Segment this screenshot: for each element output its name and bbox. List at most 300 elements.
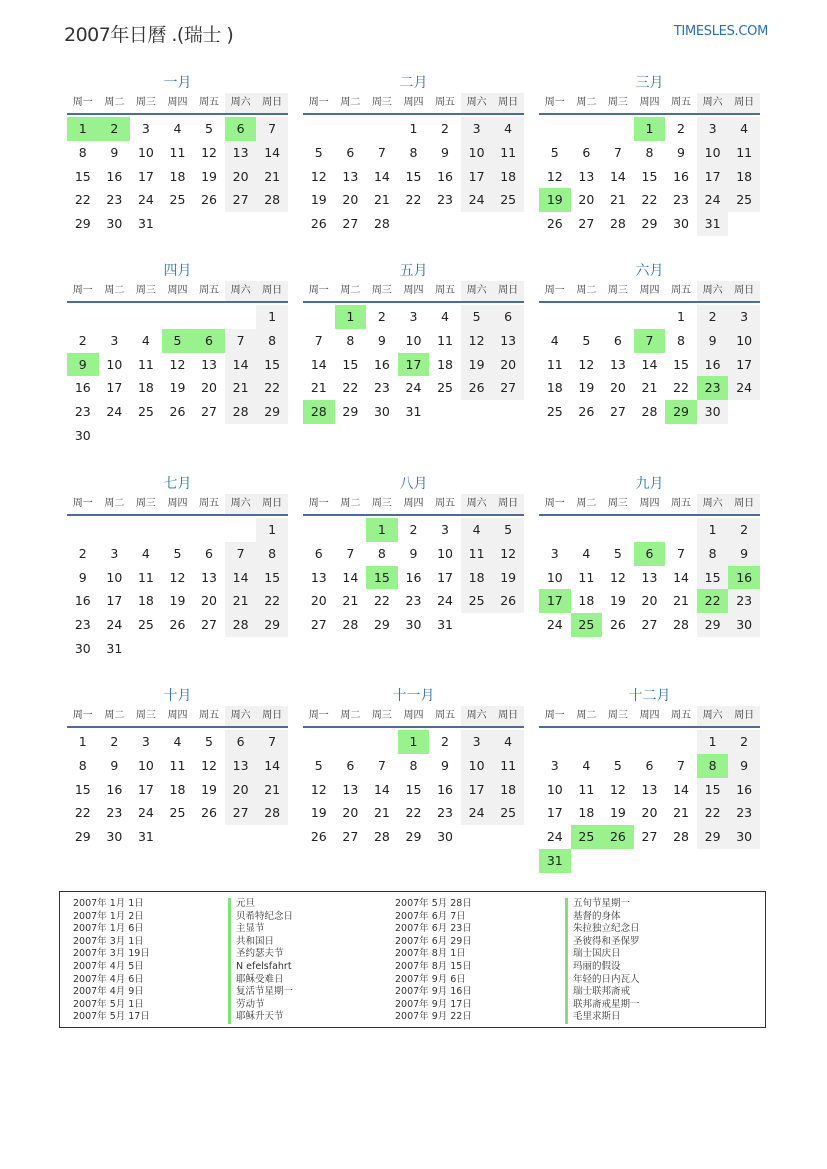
day-cell: 9 — [728, 754, 760, 778]
holiday-day-cell: 25 — [571, 613, 603, 637]
weekday-label: 周五 — [435, 97, 456, 108]
week-row — [67, 613, 288, 637]
day-cell: 9 — [377, 332, 386, 348]
month-block — [539, 73, 760, 236]
day-cell: 6 — [346, 144, 355, 160]
day-cell: 26 — [169, 404, 186, 420]
holiday-date: 2007年 1月 1日 — [73, 898, 144, 909]
day-cell: 17 — [728, 353, 760, 377]
weekday-label: 周二 — [104, 97, 125, 108]
empty-cell — [539, 518, 571, 542]
day-cell: 14 — [373, 168, 390, 184]
week-row — [67, 778, 288, 802]
weekday-label: 周日 — [256, 706, 288, 726]
holiday-name: 年轻的日内瓦人 — [565, 974, 640, 987]
month-block — [539, 686, 760, 873]
day-cell: 31 — [405, 404, 422, 420]
day-cell: 23 — [74, 404, 91, 420]
holiday-list — [59, 891, 766, 1028]
weekday-header — [539, 706, 760, 728]
holiday-name: 元旦 — [228, 898, 293, 911]
day-cell: 25 — [492, 801, 524, 825]
empty-cell — [225, 305, 257, 329]
day-cell: 27 — [641, 617, 658, 633]
day-cell: 12 — [546, 168, 563, 184]
day-cell: 17 — [461, 165, 493, 189]
holiday-names-left — [228, 898, 293, 1024]
day-cell: 21 — [256, 778, 288, 802]
empty-cell — [99, 424, 131, 448]
holiday-date: 2007年 4月 9日 — [73, 986, 144, 998]
day-cell: 26 — [492, 589, 524, 613]
day-cell: 5 — [314, 144, 323, 160]
week-row — [303, 188, 524, 212]
day-cell: 2 — [441, 734, 449, 749]
weekday-label: 周五 — [435, 498, 456, 509]
day-cell: 26 — [609, 617, 626, 633]
day-cell: 6 — [582, 144, 591, 160]
week-row — [303, 730, 524, 754]
day-cell: 11 — [492, 141, 524, 165]
week-row — [539, 754, 760, 778]
day-cell: 30 — [405, 617, 422, 633]
day-cell: 2 — [78, 545, 87, 561]
empty-cell — [602, 305, 634, 329]
empty-cell — [634, 849, 666, 873]
day-cell: 26 — [546, 216, 563, 232]
holiday-day-cell: 6 — [225, 117, 257, 141]
empty-cell — [162, 424, 194, 448]
day-cell: 13 — [609, 356, 626, 372]
day-cell: 30 — [106, 216, 123, 232]
weekday-label: 周三 — [371, 285, 392, 296]
day-cell: 15 — [641, 168, 658, 184]
weekday-label: 周二 — [576, 285, 597, 296]
empty-cell — [67, 518, 99, 542]
weekday-label: 周四 — [167, 97, 188, 108]
day-cell: 30 — [728, 825, 760, 849]
day-cell: 13 — [201, 356, 217, 372]
weekday-label: 周六 — [225, 93, 257, 113]
weekday-header — [539, 494, 760, 516]
empty-cell — [256, 637, 288, 661]
day-cell: 4 — [492, 730, 524, 754]
day-cell: 30 — [373, 404, 390, 420]
day-cell: 5 — [314, 757, 323, 773]
site-logo-link[interactable]: TIMESLES.COM — [673, 24, 768, 39]
weekday-label: 周二 — [104, 498, 125, 509]
empty-cell — [602, 518, 634, 542]
day-cell: 15 — [405, 781, 422, 797]
day-cell: 25 — [728, 188, 760, 212]
day-cell: 28 — [225, 400, 257, 424]
weekday-label: 周三 — [607, 710, 628, 721]
day-cell: 19 — [201, 781, 217, 797]
weekday-label: 周五 — [199, 97, 220, 108]
weekday-label: 周三 — [371, 498, 392, 509]
day-cell: 4 — [582, 757, 591, 773]
holiday-day-cell: 15 — [366, 566, 398, 590]
empty-cell — [193, 305, 225, 329]
empty-cell — [162, 305, 194, 329]
day-cell: 20 — [492, 353, 524, 377]
holiday-date: 2007年 1月 2日 — [73, 910, 144, 922]
day-cell: 25 — [437, 380, 453, 396]
day-cell: 20 — [342, 192, 359, 208]
day-cell: 22 — [405, 805, 422, 821]
day-cell: 10 — [405, 332, 422, 348]
day-cell: 14 — [225, 566, 257, 590]
day-cell: 7 — [256, 117, 288, 141]
empty-cell — [571, 518, 603, 542]
day-cell: 8 — [677, 332, 685, 348]
day-cell: 4 — [173, 734, 182, 749]
month-block — [303, 474, 524, 637]
holiday-date: 2007年 1月 6日 — [73, 923, 144, 935]
day-cell: 8 — [645, 144, 654, 160]
weekday-label: 周一 — [308, 285, 329, 296]
day-cell: 16 — [697, 353, 729, 377]
weekday-label: 周三 — [607, 285, 628, 296]
day-cell: 25 — [492, 188, 524, 212]
day-cell: 24 — [437, 593, 453, 609]
weekday-label: 周三 — [607, 498, 628, 509]
empty-cell — [634, 518, 666, 542]
holiday-name: 朱拉独立纪念日 — [565, 923, 640, 936]
day-cell: 4 — [492, 117, 524, 141]
week-row — [539, 376, 760, 400]
day-cell: 28 — [609, 216, 626, 232]
day-cell: 11 — [578, 569, 595, 585]
month-name: 一月 — [163, 75, 192, 91]
day-cell: 2 — [110, 734, 119, 749]
empty-cell — [303, 117, 335, 141]
week-row — [303, 778, 524, 802]
week-row — [67, 400, 288, 424]
day-cell: 27 — [225, 188, 257, 212]
day-cell: 9 — [441, 144, 449, 160]
weekday-label: 周五 — [671, 97, 692, 108]
day-cell: 5 — [205, 121, 213, 136]
holiday-dates-left — [73, 898, 150, 1024]
weekday-label: 周四 — [639, 97, 660, 108]
empty-cell — [492, 613, 524, 637]
empty-cell — [492, 212, 524, 236]
day-cell: 11 — [137, 569, 154, 585]
weekday-label: 周日 — [256, 281, 288, 301]
day-cell: 11 — [578, 781, 595, 797]
weekday-header — [67, 281, 288, 303]
day-cell: 5 — [613, 757, 622, 773]
week-row — [539, 400, 760, 424]
day-cell: 1 — [256, 518, 288, 542]
weekday-label: 周二 — [340, 498, 361, 509]
empty-cell — [256, 424, 288, 448]
day-cell: 4 — [173, 121, 182, 136]
month-block — [67, 686, 288, 849]
day-cell: 23 — [373, 380, 390, 396]
day-cell: 23 — [728, 801, 760, 825]
holiday-day-cell: 6 — [193, 329, 225, 353]
day-cell: 14 — [673, 781, 689, 797]
empty-cell — [634, 730, 666, 754]
week-row — [303, 376, 524, 400]
day-cell: 19 — [609, 805, 626, 821]
week-row — [303, 117, 524, 141]
day-cell: 8 — [346, 332, 355, 348]
holiday-day-cell: 1 — [67, 117, 99, 141]
day-cell: 25 — [461, 589, 493, 613]
day-cell: 26 — [310, 216, 327, 232]
day-cell: 19 — [609, 593, 626, 609]
holiday-date: 2007年 6月 23日 — [395, 923, 472, 935]
empty-cell — [130, 305, 162, 329]
day-cell: 23 — [437, 192, 453, 208]
week-row — [67, 566, 288, 590]
week-row — [303, 165, 524, 189]
day-cell: 8 — [697, 542, 729, 566]
weekday-label: 周日 — [492, 93, 524, 113]
day-cell: 2 — [697, 305, 729, 329]
holiday-dates-right — [395, 898, 472, 1024]
day-cell: 22 — [74, 192, 91, 208]
weekday-label: 周四 — [403, 498, 424, 509]
holiday-day-cell: 8 — [697, 754, 729, 778]
weekday-label: 周四 — [403, 285, 424, 296]
holiday-day-cell: 26 — [602, 825, 634, 849]
day-cell: 7 — [377, 757, 386, 773]
holiday-name: 共和国日 — [228, 936, 293, 949]
week-row — [67, 825, 288, 849]
day-cell: 23 — [106, 805, 123, 821]
day-cell: 17 — [106, 593, 123, 609]
week-row — [539, 305, 760, 329]
day-cell: 23 — [106, 192, 123, 208]
holiday-date: 2007年 5月 17日 — [73, 1011, 150, 1023]
day-cell: 12 — [609, 569, 626, 585]
week-row — [539, 849, 760, 873]
day-cell: 18 — [137, 593, 154, 609]
day-cell: 23 — [728, 589, 760, 613]
day-cell: 20 — [310, 593, 327, 609]
day-cell: 19 — [310, 192, 327, 208]
weekday-label: 周一 — [72, 97, 93, 108]
weekday-label: 周四 — [403, 97, 424, 108]
week-row — [67, 589, 288, 613]
day-cell: 24 — [546, 617, 563, 633]
month-block — [303, 686, 524, 849]
day-cell: 18 — [728, 165, 760, 189]
week-row — [539, 566, 760, 590]
weekday-label: 周一 — [544, 285, 565, 296]
weekday-label: 周日 — [728, 494, 760, 514]
holiday-date: 2007年 3月 1日 — [73, 935, 144, 947]
empty-cell — [571, 730, 603, 754]
empty-cell — [193, 518, 225, 542]
day-cell: 16 — [74, 380, 91, 396]
empty-cell — [728, 849, 760, 873]
month-name: 五月 — [399, 263, 428, 279]
week-row — [67, 754, 288, 778]
weekday-label: 周日 — [492, 281, 524, 301]
holiday-day-cell: 6 — [634, 542, 666, 566]
week-row — [303, 566, 524, 590]
day-cell: 3 — [141, 121, 150, 136]
empty-cell — [571, 117, 603, 141]
weekday-label: 周六 — [461, 494, 493, 514]
day-cell: 24 — [405, 380, 422, 396]
week-row — [303, 754, 524, 778]
week-row — [539, 778, 760, 802]
week-row — [539, 117, 760, 141]
day-cell: 8 — [256, 329, 288, 353]
holiday-names-right — [565, 898, 640, 1024]
weekday-label: 周六 — [697, 281, 729, 301]
weekday-label: 周六 — [697, 706, 729, 726]
day-cell: 1 — [409, 121, 418, 136]
day-cell: 28 — [373, 829, 390, 845]
week-row — [67, 165, 288, 189]
day-cell: 12 — [492, 542, 524, 566]
day-cell: 21 — [609, 192, 626, 208]
empty-cell — [602, 849, 634, 873]
day-cell: 9 — [728, 542, 760, 566]
day-cell: 30 — [673, 216, 689, 232]
day-cell: 19 — [169, 593, 186, 609]
day-cell: 17 — [137, 781, 154, 797]
day-cell: 14 — [310, 356, 327, 372]
empty-cell — [366, 730, 398, 754]
day-cell: 21 — [225, 376, 257, 400]
day-cell: 16 — [106, 168, 123, 184]
day-cell: 20 — [225, 165, 257, 189]
empty-cell — [461, 400, 493, 424]
weekday-label: 周一 — [72, 498, 93, 509]
day-cell: 14 — [373, 781, 390, 797]
day-cell: 12 — [578, 356, 595, 372]
day-cell: 7 — [677, 757, 685, 773]
day-cell: 31 — [137, 216, 154, 232]
week-row — [539, 730, 760, 754]
day-cell: 4 — [728, 117, 760, 141]
week-row — [539, 165, 760, 189]
day-cell: 10 — [697, 141, 729, 165]
week-row — [67, 376, 288, 400]
holiday-day-cell: 1 — [366, 518, 398, 542]
day-cell: 3 — [441, 522, 449, 537]
day-cell: 1 — [78, 734, 87, 749]
day-cell: 10 — [728, 329, 760, 353]
day-cell: 8 — [409, 144, 418, 160]
weekday-label: 周三 — [607, 97, 628, 108]
day-cell: 25 — [546, 404, 563, 420]
holiday-day-cell: 16 — [728, 566, 760, 590]
day-cell: 16 — [728, 778, 760, 802]
week-row — [67, 730, 288, 754]
empty-cell — [634, 305, 666, 329]
week-row — [303, 801, 524, 825]
weekday-label: 周四 — [639, 710, 660, 721]
empty-cell — [492, 825, 524, 849]
week-row — [303, 212, 524, 236]
week-row — [67, 305, 288, 329]
weekday-header — [539, 93, 760, 115]
day-cell: 11 — [169, 144, 186, 160]
day-cell: 24 — [697, 188, 729, 212]
weekday-label: 周二 — [576, 498, 597, 509]
day-cell: 19 — [578, 380, 595, 396]
day-cell: 11 — [546, 356, 563, 372]
day-cell: 22 — [256, 589, 288, 613]
week-row — [303, 353, 524, 377]
empty-cell — [225, 212, 257, 236]
day-cell: 7 — [377, 144, 386, 160]
weekday-label: 周三 — [135, 498, 156, 509]
day-cell: 14 — [256, 754, 288, 778]
day-cell: 22 — [673, 380, 689, 396]
day-cell: 3 — [550, 757, 559, 773]
day-cell: 3 — [110, 545, 119, 561]
holiday-name: 劳动节 — [228, 999, 293, 1012]
weekday-label: 周六 — [225, 706, 257, 726]
holiday-day-cell: 19 — [539, 188, 571, 212]
weekday-label: 周二 — [104, 710, 125, 721]
day-cell: 26 — [169, 617, 186, 633]
weekday-header — [67, 706, 288, 728]
day-cell: 2 — [78, 332, 87, 348]
holiday-name: 耶稣受难日 — [228, 974, 293, 987]
day-cell: 28 — [373, 216, 390, 232]
day-cell: 4 — [441, 309, 449, 324]
day-cell: 23 — [74, 617, 91, 633]
holiday-date: 2007年 9月 22日 — [395, 1011, 472, 1023]
empty-cell — [461, 613, 493, 637]
weekday-header — [303, 706, 524, 728]
day-cell: 29 — [641, 216, 658, 232]
weekday-label: 周日 — [492, 494, 524, 514]
day-cell: 30 — [437, 829, 453, 845]
holiday-date: 2007年 9月 6日 — [395, 973, 466, 985]
empty-cell — [162, 212, 194, 236]
day-cell: 11 — [461, 542, 493, 566]
month-name: 十一月 — [392, 688, 435, 704]
month-name: 八月 — [399, 476, 428, 492]
day-cell: 13 — [201, 569, 217, 585]
empty-cell — [67, 305, 99, 329]
day-cell: 30 — [697, 400, 729, 424]
empty-cell — [130, 518, 162, 542]
day-cell: 17 — [106, 380, 123, 396]
day-cell: 14 — [225, 353, 257, 377]
holiday-day-cell: 2 — [99, 117, 131, 141]
day-cell: 26 — [201, 192, 217, 208]
day-cell: 5 — [205, 734, 213, 749]
day-cell: 18 — [492, 165, 524, 189]
day-cell: 27 — [492, 376, 524, 400]
empty-cell — [162, 518, 194, 542]
day-cell: 8 — [409, 757, 418, 773]
day-cell: 18 — [492, 778, 524, 802]
holiday-name: N efelsfahrt — [228, 961, 293, 974]
week-row — [539, 188, 760, 212]
day-cell: 12 — [310, 781, 327, 797]
day-cell: 2 — [377, 309, 386, 324]
weekday-header — [303, 93, 524, 115]
holiday-date: 2007年 4月 5日 — [73, 960, 144, 972]
empty-cell — [256, 212, 288, 236]
day-cell: 20 — [609, 380, 626, 396]
day-cell: 5 — [582, 332, 591, 348]
